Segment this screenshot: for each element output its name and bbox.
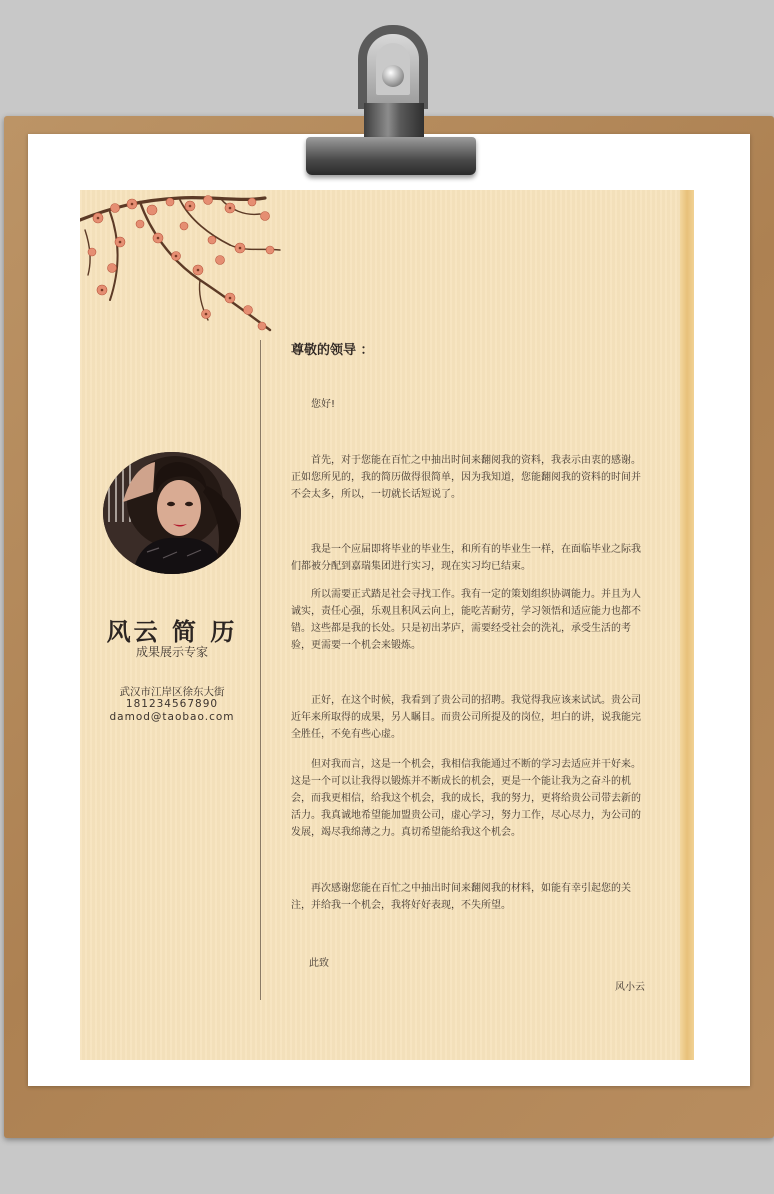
profile-photo	[103, 452, 241, 574]
resume-name: 风云 简 历	[106, 618, 238, 646]
resume-page	[80, 190, 694, 1060]
letter-paragraph: 我是一个应届即将毕业的毕业生，和所有的毕业生一样，在面临毕业之际我们都被分配到嘉瑞集团进行实习，现在实习均已结束。	[291, 544, 641, 572]
letter-paragraph: 但对我而言，这是一个机会，我相信我能通过不断的学习去适应并干好来。这是一个可以让我得以锻炼并不断成长的机会，更是一个能让我为之奋斗的机会，而我更相信，给我这个机会，我的成长，我的努力，更将给贵公司带去新的活力。我真诚地希望能加盟贵公司，虚心学习，努力工作，尽心尽力，为公司的发展，竭尽我绵薄之力。真切希望能给我这个机会。	[291, 759, 641, 838]
letter-paragraph: 首先，对于您能在百忙之中抽出时间来翻阅我的资料，我表示由衷的感谢。正如您所见的，我的简历做得很简单，因为我知道，您能翻阅我的资料的时间并不会太多，所以，一切就长话短说了。	[291, 455, 641, 500]
letter-signature: 风小云	[615, 982, 645, 993]
column-divider	[260, 340, 261, 1000]
letter-paragraph: 再次感谢您能在百忙之中抽出时间来翻阅我的材料，如能有幸引起您的关注，并给我一个机会，我将好好表现，不失所望。	[291, 883, 631, 911]
contact-phone: 181234567890	[125, 698, 219, 710]
letter-salutation: 尊敬的领导 ：	[291, 343, 374, 358]
resume-subtitle: 成果展示专家	[135, 645, 208, 659]
plum-blossom-decoration	[80, 190, 290, 340]
contact-address: 武汉市江岸区徐东大街	[119, 686, 225, 698]
page-edge-strip	[680, 190, 694, 1060]
letter-paragraph: 正好，在这个时候，我看到了贵公司的招聘。我觉得我应该来试试。贵公司近年来所取得的成果，另人瞩目。而贵公司所提及的岗位，坦白的讲，说我能完全胜任，不免有些心虚。	[291, 695, 641, 740]
letter-greeting: 您好!	[311, 399, 336, 410]
contact-email: damod@taobao.com	[109, 711, 235, 723]
letter-paragraph: 所以需要正式踏足社会寻找工作。我有一定的策划组织协调能力。并且为人诚实，责任心强，乐观且积风云向上，能吃苦耐劳，学习领悟和适应能力也都不错。这些都是我的长处。只是初出茅庐，需要经受社会的洗礼，承受生活的考验，更需要一个机会来锻炼。	[291, 589, 641, 651]
binder-clip	[306, 25, 476, 175]
letter-closing: 此致	[309, 958, 329, 969]
